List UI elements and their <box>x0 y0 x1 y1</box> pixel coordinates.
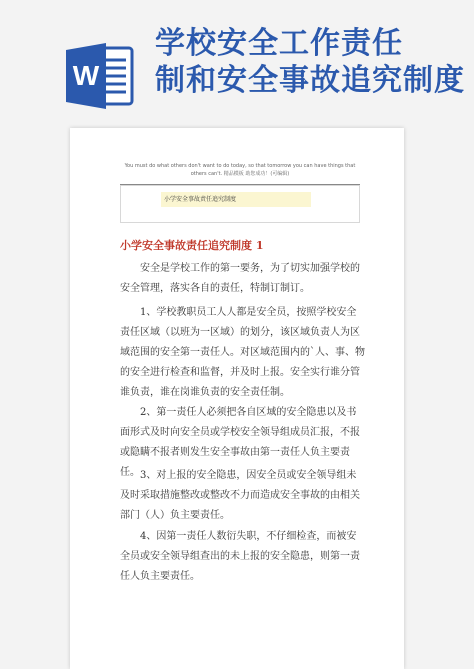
header <box>0 0 474 124</box>
motto-text: You must do what others don't want to do today, so that tomorrow you can have things that others can't. 精品模板 助您成功！(可编辑) <box>124 163 356 177</box>
document-title <box>155 25 474 99</box>
word-document-icon <box>64 40 134 112</box>
section-heading: 小学安全事故责任追究制度 1 <box>120 239 264 252</box>
paragraph-item-2: 2、第一责任人必须把各自区域的安全隐患以及书面形式及时向安全员或学校安全领导组成员汇报，不报或隐瞒不报者则发生安全事故由第一责任人负主要责任。 <box>120 407 360 478</box>
title-box <box>120 185 360 223</box>
title-line-1: 学校安全工作责任 <box>155 26 403 61</box>
title-line-2: 制和安全事故追究制度 <box>155 63 465 98</box>
document-page <box>70 128 404 669</box>
title-box-label: 小学安全事故责任追究制度 <box>161 192 311 207</box>
paragraph-item-3: 3、对上报的安全隐患，因安全员或安全领导组未及时采取措施整改或整改不力而造成安全事故的由相关部门（人）负主要责任。 <box>120 470 360 521</box>
paragraph-intro: 安全是学校工作的第一要务，为了切实加强学校的安全管理，落实各自的责任，特制订制订。 <box>120 263 360 294</box>
paragraph-item-1: 1、学校教职员工人人都是安全员，按照学校安全责任区域（以班为一区域）的划分，该区域负责人为区域范围的安全第一责任人。对区域范围内的`人、事、物的安全进行检查和监督，并及时上报。安全实行谁分管谁负责，谁在岗谁负责的安全责任制。 <box>120 307 365 398</box>
svg-text:W: W <box>72 60 100 91</box>
paragraph-item-4: 4、因第一责任人数衍失职，不仔细检查，而被安全员或安全领导组查出的未上报的安全隐患，则第一责任人负主要责任。 <box>120 531 360 582</box>
